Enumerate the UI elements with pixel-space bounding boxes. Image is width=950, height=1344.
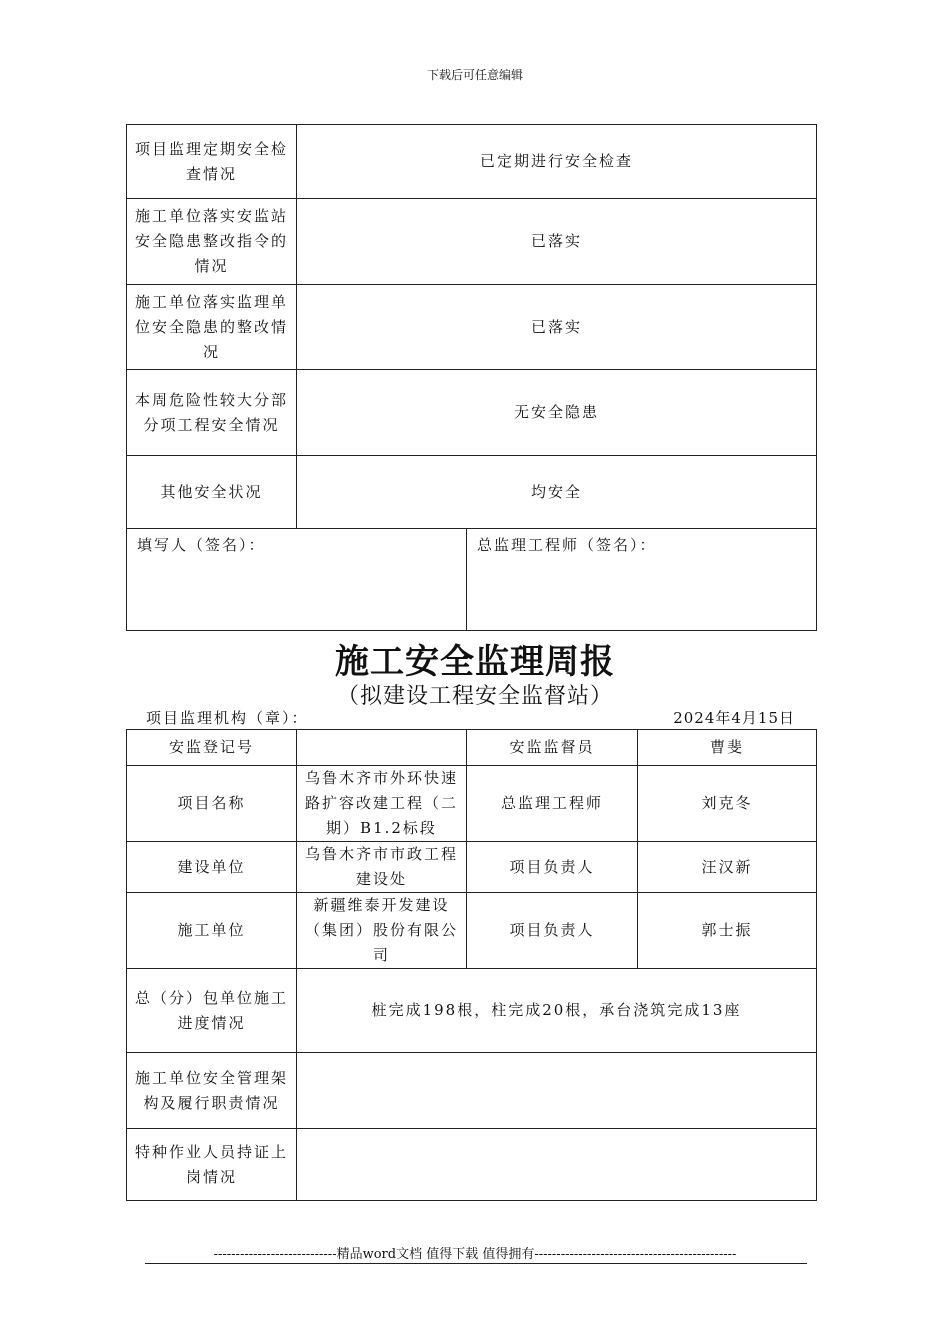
row-label: 总（分）包单位施工进度情况 [127, 969, 297, 1053]
row-label: 安监登记号 [127, 730, 297, 766]
row-value: 新疆维泰开发建设（集团）股份有限公司 [297, 893, 467, 969]
chief-engineer-signature: 总监理工程师（签名）： [467, 529, 817, 631]
table-row [127, 370, 817, 456]
row-person: 刘克冬 [638, 766, 817, 842]
table-row [127, 125, 817, 199]
row-value: 无安全隐患 [297, 370, 817, 456]
footer-divider [145, 1263, 807, 1264]
report-subtitle: （拟建设工程安全监督站） [336, 684, 613, 709]
progress-value: 桩完成198根，柱完成20根，承台浇筑完成13座 [297, 969, 817, 1053]
row-label: 施工单位落实安监站安全隐患整改指令的情况 [127, 199, 297, 285]
signature-row [127, 529, 817, 631]
row-value [297, 730, 467, 766]
report-title: 施工安全监理周报 [335, 642, 615, 682]
mgmt-value [297, 1053, 817, 1129]
table-row [127, 730, 817, 766]
special-value [297, 1129, 817, 1201]
row-person: 汪汉新 [638, 842, 817, 893]
row-label: 其他安全状况 [127, 456, 297, 529]
header-note: 下载后可任意编辑 [426, 68, 523, 82]
table-row [127, 456, 817, 529]
safety-check-table [126, 124, 817, 631]
row-label: 本周危险性较大分部分项工程安全情况 [127, 370, 297, 456]
row-value: 已落实 [297, 285, 817, 370]
filler-signature: 填写人（签名）： [127, 529, 467, 631]
row-value: 已落实 [297, 199, 817, 285]
report-date: 2024年4月15日 [673, 709, 795, 727]
table-row [127, 1053, 817, 1129]
row-role: 总监理工程师 [467, 766, 638, 842]
table-row [127, 842, 817, 893]
footer-text: ----------------------------精品word文档 值得下载 值得拥有---------------------------------------------- [213, 1247, 737, 1262]
row-role: 项目负责人 [467, 893, 638, 969]
row-label: 施工单位安全管理架构及履行职责情况 [127, 1053, 297, 1129]
row-value: 乌鲁木齐市市政工程建设处 [297, 842, 467, 893]
row-person: 曹斐 [638, 730, 817, 766]
table-row [127, 969, 817, 1053]
row-label: 施工单位落实监理单位安全隐患的整改情况 [127, 285, 297, 370]
org-label: 项目监理机构（章）： [146, 709, 309, 727]
table-row [127, 285, 817, 370]
table-row [127, 1129, 817, 1201]
row-label: 项目名称 [127, 766, 297, 842]
row-label: 项目监理定期安全检查情况 [127, 125, 297, 199]
row-value: 均安全 [297, 456, 817, 529]
row-label: 特种作业人员持证上岗情况 [127, 1129, 297, 1201]
row-label: 施工单位 [127, 893, 297, 969]
row-label: 建设单位 [127, 842, 297, 893]
table-row [127, 766, 817, 842]
row-value: 已定期进行安全检查 [297, 125, 817, 199]
table-row [127, 893, 817, 969]
row-role: 安监监督员 [467, 730, 638, 766]
project-info-table [126, 729, 817, 1201]
row-person: 郭士振 [638, 893, 817, 969]
row-value: 乌鲁木齐市外环快速路扩容改建工程（二期）B1.2标段 [297, 766, 467, 842]
row-role: 项目负责人 [467, 842, 638, 893]
table-row [127, 199, 817, 285]
